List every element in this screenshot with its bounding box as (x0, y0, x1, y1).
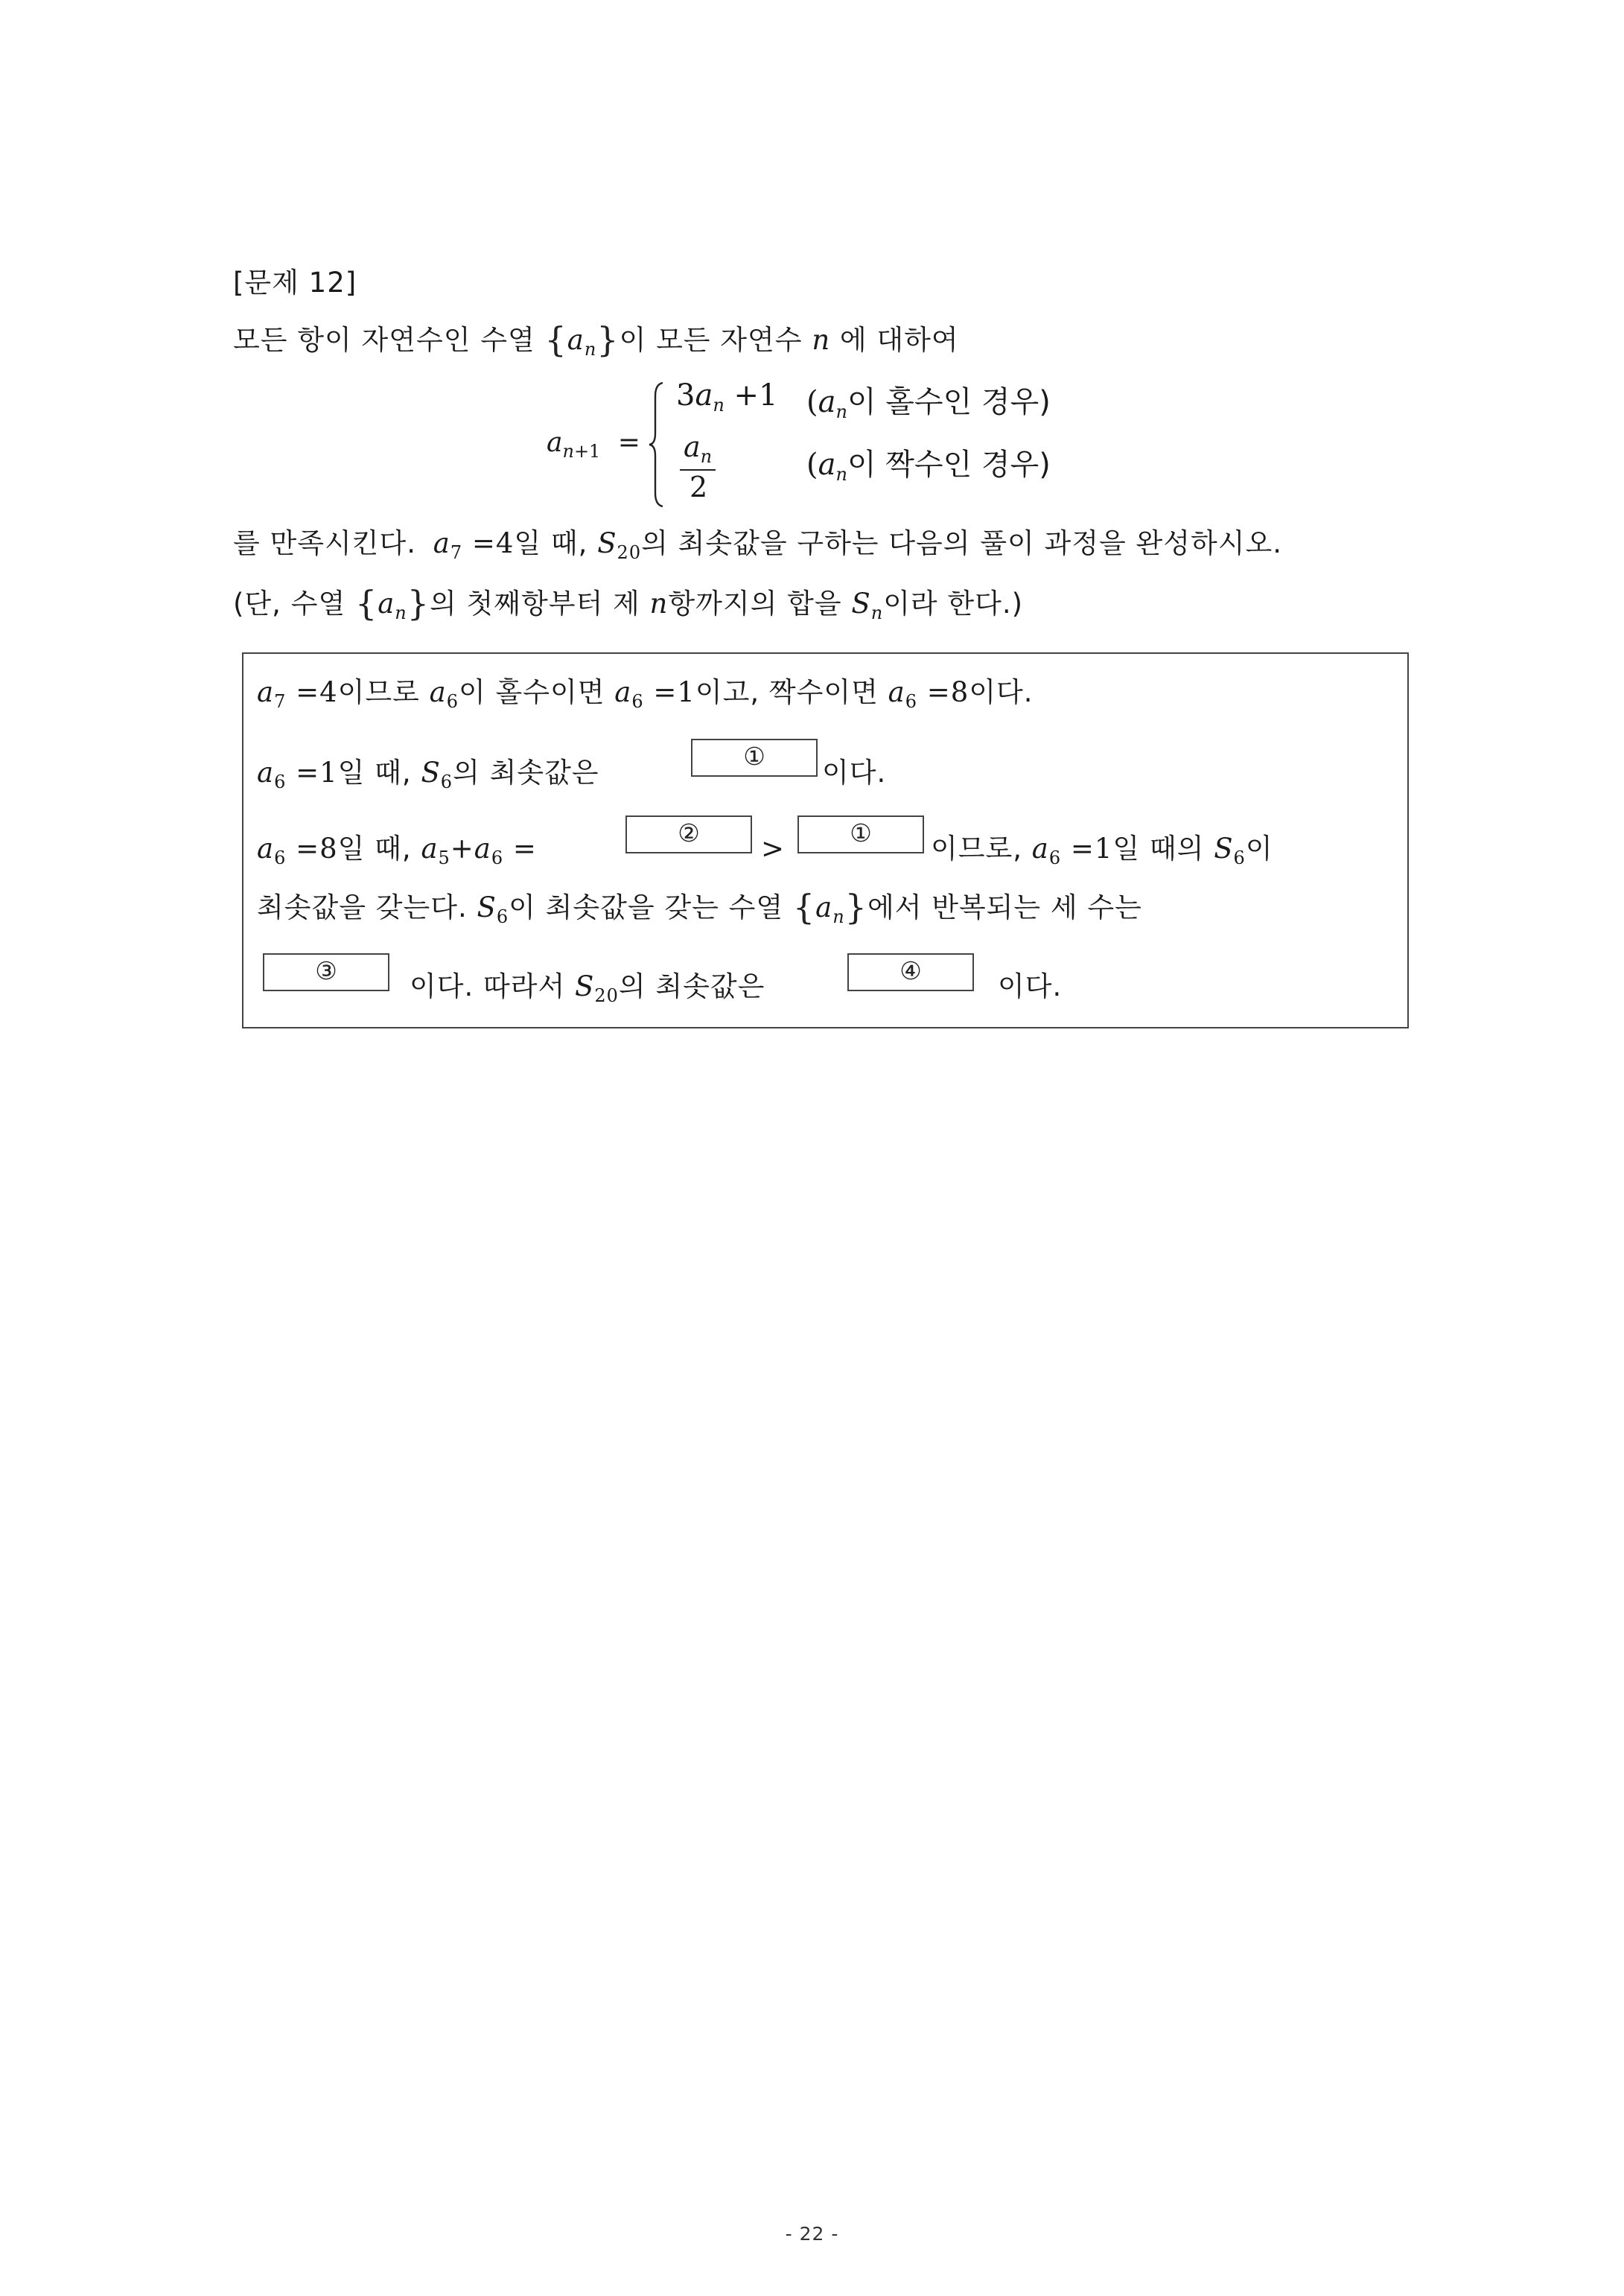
even-condition: ($a_n$이 짝수인 경우) (806, 448, 1051, 485)
problem-label: [문제 12] (233, 267, 357, 299)
piecewise-brace (648, 381, 666, 508)
solution-line-1: $a_7 =4$이므로 $a_6$이 홀수이면 $a_6 =1$이고, 짝수이면 $a_6 =8$이다. (257, 676, 1034, 712)
blank-1[interactable]: ① (691, 739, 818, 777)
even-denominator: 2 (690, 471, 708, 503)
blank-4[interactable]: ④ (847, 953, 974, 991)
even-numerator: $a_n$ (684, 430, 713, 467)
solution-line-5: 이다. 따라서 $S_{20}$의 최솟값은 (410, 970, 765, 1006)
solution-line-5-end: 이다. (998, 970, 1063, 1002)
blank-2[interactable]: ② (625, 815, 752, 853)
problem-condition: 를 만족시킨다. $a_7 =4$일 때, $S_{20}$의 최솟값을 구하는 다음의 풀이 과정을 완성하시오. (233, 527, 1283, 563)
solution-line-4: 최솟값을 갖는다. $S_6$이 최솟값을 갖는 수열 $\{a_n\}$에서 반복되는 세 수는 (257, 887, 1142, 927)
blank-1-repeat[interactable]: ① (797, 815, 924, 853)
solution-line-2-end: 이다. (822, 757, 887, 789)
comparison-sign: > (761, 833, 786, 865)
solution-line-3b: 이므로, $a_6 =1$일 때의 $S_6$이 (931, 833, 1273, 868)
page-number: - 22 - (785, 2223, 839, 2245)
problem-intro: 모든 항이 자연수인 수열 $\{a_n\}$이 모든 자연수 n 에 대하여 (233, 319, 959, 360)
odd-case: $3a_n +1$ (676, 378, 778, 416)
problem-note: (단, 수열 $\{a_n\}$의 첫째항부터 제 n항까지의 합을 $S_n$이라 한다.) (233, 583, 1024, 623)
odd-condition: ($a_n$이 홀수인 경우) (806, 385, 1051, 422)
solution-line-2: $a_6 =1$일 때, $S_6$의 최솟값은 (257, 757, 599, 792)
document-page: [문제 12] 모든 항이 자연수인 수열 $\{a_n\}$이 모든 자연수 n 에 대하여 $a_{n+1}$ = $3a_n +1$ ($a_n$이 홀수인 경우) $a_n$ 2 ($a_n$이 짝수인 경우) 를 만족시킨다. $a_7 =4$일 때, $S_{20}$의 최솟값을 구하는 다음의 풀이 과정을 완성하시오. (단, 수열 $\{a_n\}$의 첫째항부터 제 n항까지의 합을 $S_n$이라 한다.) $a_7 =4$이므로 $a_6$이 홀수이면 $a_6 =1$이고, 짝수이면 $a_6 =8$이다. $a_6 =1$일 때, $S_6$의 최솟값은 ① 이다. $a_6 =8$일 때, $a_5+a_6$ = ② > ① 이므로, $a_6 =1$일 때의 $S_6$이 최솟값을 갖는다. $S_6$이 최솟값을 갖는 수열 $\{a_n\}$에서 반복되는 세 수는 ③ 이다. 따라서 $S_{20}$의 최솟값은 ④ 이다. - 22 - (0, 0, 1624, 2296)
solution-line-3a: $a_6 =8$일 때, $a_5+a_6$ = (257, 833, 537, 868)
blank-3[interactable]: ③ (263, 953, 389, 991)
